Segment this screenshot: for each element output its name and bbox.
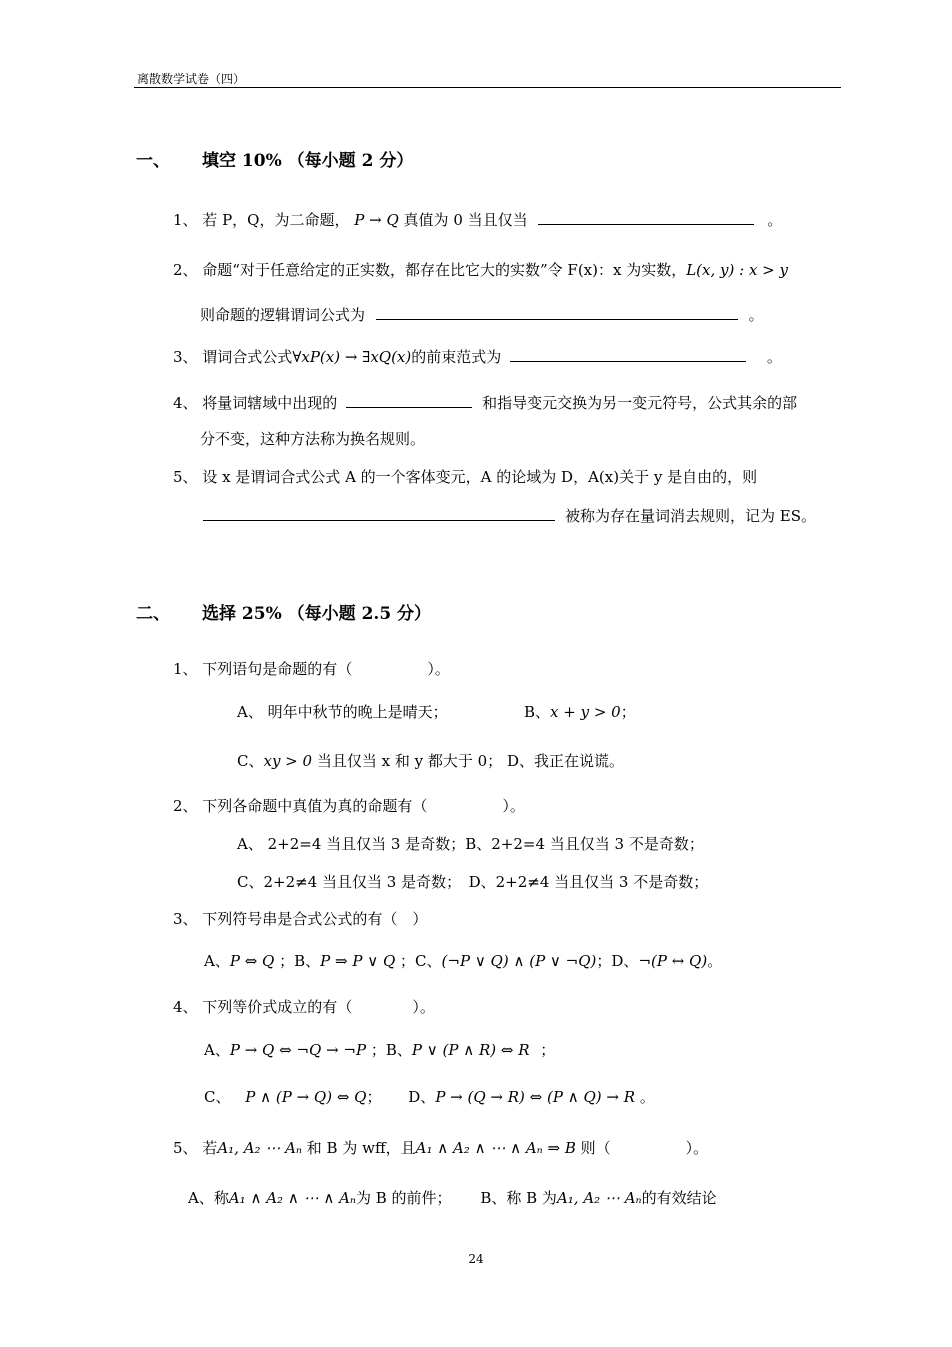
answer-blank[interactable] xyxy=(203,506,555,521)
s2-q1-b-end: ； xyxy=(620,703,636,721)
s2-q3-end: 。 xyxy=(707,952,723,970)
s1-q3-pre: 3、 谓词合式公式 xyxy=(173,348,293,366)
s2-q1-option-a: A、 明年中秋节的晚上是晴天； xyxy=(237,703,448,721)
s1-q3 xyxy=(173,346,782,367)
s2-q3-options xyxy=(204,950,722,971)
s2-q4-d-formula: P → (Q → R) ⇔ (P ∧ Q) → R xyxy=(435,1088,636,1106)
s2-q3-a-label: A、 xyxy=(204,952,230,970)
s1-q4-pre: 4、 将量词辖域中出现的 xyxy=(173,394,338,412)
s2-q5-post: 则（ ）。 xyxy=(580,1139,709,1157)
s1-q2-formula: L(x, y) : x > y xyxy=(686,261,788,279)
s2-q4-b-end: ； xyxy=(540,1041,556,1059)
answer-blank[interactable] xyxy=(376,305,738,320)
s1-q1-post: 真值为 0 当且仅当 xyxy=(403,211,528,229)
s1-q4 xyxy=(173,392,797,413)
s2-q3-d-label: ；D、 xyxy=(596,952,639,970)
s1-q3-end: 。 xyxy=(766,348,782,366)
s2-q4-c-label: C、 xyxy=(204,1088,231,1106)
section-1-heading xyxy=(136,146,413,171)
s2-q5-b-formula: A₁, A₂ ⋯ Aₙ xyxy=(556,1189,642,1207)
s2-q1-c-post: 当且仅当 x 和 y 都大于 0； xyxy=(316,752,503,770)
s2-q3-a-formula: P ⇔ Q xyxy=(229,952,275,970)
s2-q1-c-formula: xy > 0 xyxy=(263,752,313,770)
s2-q5-a-pre: A、称 xyxy=(188,1189,229,1207)
s2-q3-d-formula: ¬(P ↔ Q) xyxy=(638,952,708,970)
page-header: 离散数学试卷（四） xyxy=(137,72,246,86)
section-2-title: 选择 25% （每小题 2.5 分） xyxy=(202,604,432,624)
s1-q1 xyxy=(173,209,782,230)
s2-q5-options xyxy=(188,1187,717,1208)
page-number: 24 xyxy=(468,1252,484,1266)
s1-q1-pre: 1、 若 P，Q，为二命题， xyxy=(173,211,350,229)
s2-q5-f2: A₁ ∧ A₂ ∧ ⋯ ∧ Aₙ ⇒ B xyxy=(415,1139,576,1157)
s1-q2-end: 。 xyxy=(748,306,764,324)
s2-q3-b-label: ；B、 xyxy=(279,952,321,970)
answer-blank[interactable] xyxy=(538,210,754,225)
s1-q2 xyxy=(173,259,788,280)
s2-q4-b-label: ；B、 xyxy=(370,1041,412,1059)
s2-q3-c-label: ；C、 xyxy=(400,952,442,970)
s2-q2-options-cd: C、2+2≠4 当且仅当 3 是奇数； D、2+2≠4 当且仅当 3 不是奇数； xyxy=(237,873,709,891)
s2-q1-option-d: D、我正在说谎。 xyxy=(506,752,624,770)
s2-q5-b-pre: B、称 B 为 xyxy=(480,1189,557,1207)
s1-q1-formula: P → Q xyxy=(354,211,399,229)
s2-q4-a-formula: P → Q ⇔ ¬Q → ¬P xyxy=(229,1041,367,1059)
s1-q2-line2 xyxy=(200,304,764,325)
s1-q4-post: 和指导变元交换为另一变元符号，公式其余的部 xyxy=(482,394,798,412)
s2-q5-a-post: 为 B 的前件； xyxy=(356,1189,452,1207)
answer-blank[interactable] xyxy=(510,347,746,362)
s2-q4-stem: 4、 下列等价式成立的有（ ）。 xyxy=(173,998,435,1016)
s2-q3-b-formula: P ⇒ P ∨ Q xyxy=(320,952,396,970)
s1-q5-post: 被称为存在量词消去规则，记为 ES。 xyxy=(565,507,816,525)
section-1-number: 一、 xyxy=(136,151,170,171)
s2-q2-stem: 2、 下列各命题中真值为真的命题有（ ）。 xyxy=(173,797,525,815)
s1-q3-post: 的前束范式为 xyxy=(411,348,502,366)
s2-q1-option-b xyxy=(524,701,636,722)
s2-q4-options-ab xyxy=(204,1039,555,1060)
answer-blank[interactable] xyxy=(346,393,472,408)
s1-q2-pre: 2、 命题“对于任意给定的正实数，都存在比它大的实数”令 F(x)：x 为实数， xyxy=(173,261,687,279)
s2-q5-f1: A₁, A₂ ⋯ Aₙ xyxy=(217,1139,302,1157)
header-rule xyxy=(134,87,841,88)
section-2-number: 二、 xyxy=(136,604,170,624)
section-1-title: 填空 10% （每小题 2 分） xyxy=(202,151,414,171)
s2-q2-options-ab: A、 2+2=4 当且仅当 3 是奇数；B、2+2=4 当且仅当 3 不是奇数； xyxy=(237,835,704,853)
s2-q1-c-label: C、 xyxy=(237,752,264,770)
s2-q1-option-cd xyxy=(237,750,624,771)
s2-q4-c-formula: P ∧ (P → Q) ⇔ Q xyxy=(245,1088,367,1106)
s1-q2-line2-text: 则命题的逻辑谓词公式为 xyxy=(200,306,366,324)
s2-q4-a-label: A、 xyxy=(204,1041,230,1059)
s2-q1-b-formula: x + y > 0 xyxy=(550,703,621,721)
s2-q1-b-label: B、 xyxy=(524,703,551,721)
s2-q4-d-label: D、 xyxy=(408,1088,436,1106)
s1-q4-line2: 分不变，这种方法称为换名规则。 xyxy=(200,430,426,448)
s2-q1-stem: 1、 下列语句是命题的有（ ）。 xyxy=(173,660,450,678)
section-2-heading xyxy=(136,599,431,624)
s1-q5-line2 xyxy=(203,505,816,526)
s2-q3-c-formula: (¬P ∨ Q) ∧ (P ∨ ¬Q) xyxy=(441,952,597,970)
s2-q5-a-formula: A₁ ∧ A₂ ∧ ⋯ ∧ Aₙ xyxy=(228,1189,356,1207)
s2-q5-mid: 和 B 为 wff，且 xyxy=(306,1139,416,1157)
s1-q3-formula: ∀xP(x) → ∃xQ(x) xyxy=(292,348,412,366)
s2-q5-pre: 5、 若 xyxy=(173,1139,218,1157)
s2-q4-options-cd xyxy=(204,1086,655,1107)
s2-q3-stem: 3、 下列符号串是合式公式的有（ ） xyxy=(173,910,428,928)
s2-q5-stem xyxy=(173,1137,708,1158)
s2-q4-end: 。 xyxy=(639,1088,655,1106)
s2-q4-b-formula: P ∨ (P ∧ R) ⇔ R xyxy=(411,1041,530,1059)
s2-q4-c-end: ； xyxy=(366,1088,382,1106)
s2-q5-b-post: 的有效结论 xyxy=(641,1189,717,1207)
s1-q1-end: 。 xyxy=(767,211,783,229)
s1-q5-line1: 5、 设 x 是谓词合式公式 A 的一个客体变元，A 的论域为 D，A(x)关于 y 是自由的，则 xyxy=(173,468,758,486)
